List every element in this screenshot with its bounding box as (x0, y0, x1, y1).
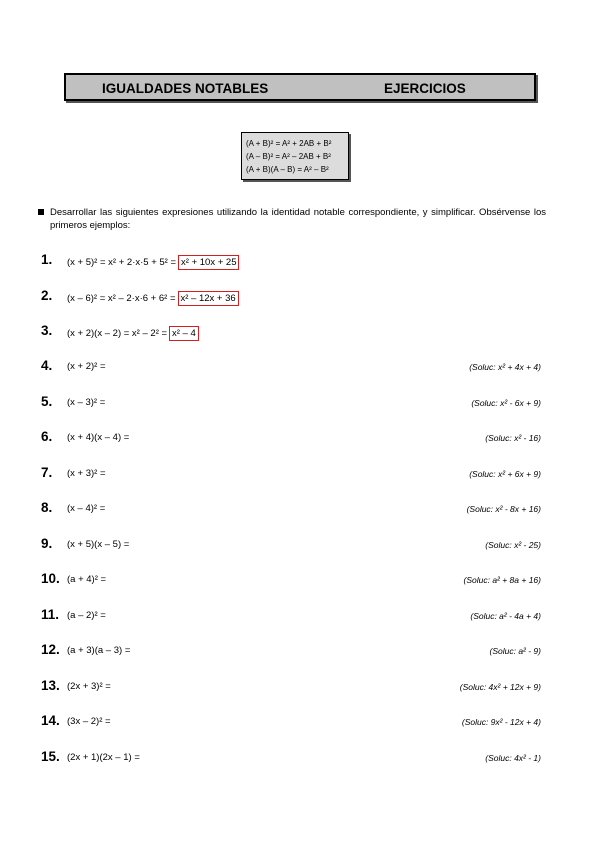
title-right: EJERCICIOS (384, 81, 466, 96)
item-expression: (a + 3)(a – 3) = (67, 645, 131, 656)
item-expression: (2x + 3)² = (67, 681, 111, 692)
exercise-row (41, 429, 541, 449)
solution-hint: (Soluc: a² - 4a + 4) (470, 611, 541, 621)
solution-hint: (Soluc: x² - 25) (485, 540, 541, 550)
example-row (41, 323, 541, 343)
solution-hint: (Soluc: x² - 8x + 16) (466, 504, 541, 514)
item-number: 11. (41, 607, 60, 622)
solution-hint: (Soluc: 9x² - 12x + 4) (461, 717, 541, 727)
exercise-row (41, 607, 541, 627)
identity-square-sum: (A + B)² = A² + 2AB + B² (246, 139, 332, 148)
exercise-row (41, 394, 541, 414)
expression-text: (x + 2)(x – 2) = x² – 2² = (67, 328, 168, 339)
item-expression: (x + 2)² = (67, 361, 106, 372)
item-expression: (2x + 1)(2x – 1) = (67, 752, 140, 763)
answer-box: x² + 10x + 25 (178, 255, 239, 270)
solution-hint: (Soluc: x² + 4x + 4) (469, 362, 541, 372)
item-expression: (x – 3)² = (67, 397, 106, 408)
item-number: 8. (41, 500, 53, 515)
expression-text: (x + 5)² = x² + 2·x·5 + 5² = (67, 257, 177, 268)
item-number: 14. (41, 713, 60, 728)
item-number: 10. (41, 571, 60, 586)
exercise-row (41, 749, 541, 769)
item-number: 2. (41, 288, 53, 303)
item-number: 13. (41, 678, 60, 693)
example-row (41, 252, 541, 272)
exercise-row (41, 536, 541, 556)
exercise-row (41, 500, 541, 520)
item-number: 15. (41, 749, 60, 764)
item-number: 6. (41, 429, 53, 444)
exercise-row (41, 713, 541, 733)
solution-hint: (Soluc: a² - 9) (489, 646, 541, 656)
item-number: 1. (41, 252, 53, 267)
solution-hint: (Soluc: x² - 6x + 9) (471, 398, 541, 408)
title-banner (64, 73, 536, 101)
item-expression: (x + 5)(x – 5) = (67, 539, 130, 550)
item-number: 9. (41, 536, 53, 551)
item-expression (67, 255, 239, 270)
solution-hint: (Soluc: 4x² + 12x + 9) (459, 682, 541, 692)
item-expression: (a – 2)² = (67, 610, 106, 621)
identity-sum-by-difference: (A + B)(A – B) = A² – B² (246, 165, 329, 174)
solution-hint: (Soluc: 4x² - 1) (485, 753, 541, 763)
solution-hint: (Soluc: x² + 6x + 9) (469, 469, 541, 479)
title-left: IGUALDADES NOTABLES (102, 81, 269, 96)
answer-box: x² – 12x + 36 (178, 291, 239, 306)
exercise-row (41, 465, 541, 485)
item-expression: (x + 4)(x – 4) = (67, 432, 130, 443)
identity-square-difference: (A – B)² = A² – 2AB + B² (246, 152, 331, 161)
item-number: 3. (41, 323, 53, 338)
instruction (38, 206, 546, 232)
expression-text: (x – 6)² = x² – 2·x·6 + 6² = (67, 293, 176, 304)
exercise-row (41, 642, 541, 662)
item-expression: (x + 3)² = (67, 468, 106, 479)
item-expression: (3x – 2)² = (67, 716, 111, 727)
bullet-icon (38, 209, 44, 215)
item-expression (67, 291, 239, 306)
item-number: 7. (41, 465, 53, 480)
item-expression (67, 326, 199, 341)
item-expression: (x – 4)² = (67, 503, 106, 514)
instruction-text: Desarrollar las siguientes expresiones utilizando la identidad notable correspondiente, y simplificar. Obsérvense los primeros ejemplos: (50, 207, 546, 231)
exercise-row (41, 358, 541, 378)
exercise-row (41, 571, 541, 591)
solution-hint: (Soluc: a² + 8a + 16) (463, 575, 541, 585)
identities-box (241, 132, 349, 180)
example-row (41, 288, 541, 308)
item-number: 4. (41, 358, 53, 373)
answer-box: x² – 4 (169, 326, 199, 341)
exercise-row (41, 678, 541, 698)
item-number: 5. (41, 394, 53, 409)
solution-hint: (Soluc: x² - 16) (485, 433, 541, 443)
item-expression: (a + 4)² = (67, 574, 107, 585)
item-number: 12. (41, 642, 60, 657)
